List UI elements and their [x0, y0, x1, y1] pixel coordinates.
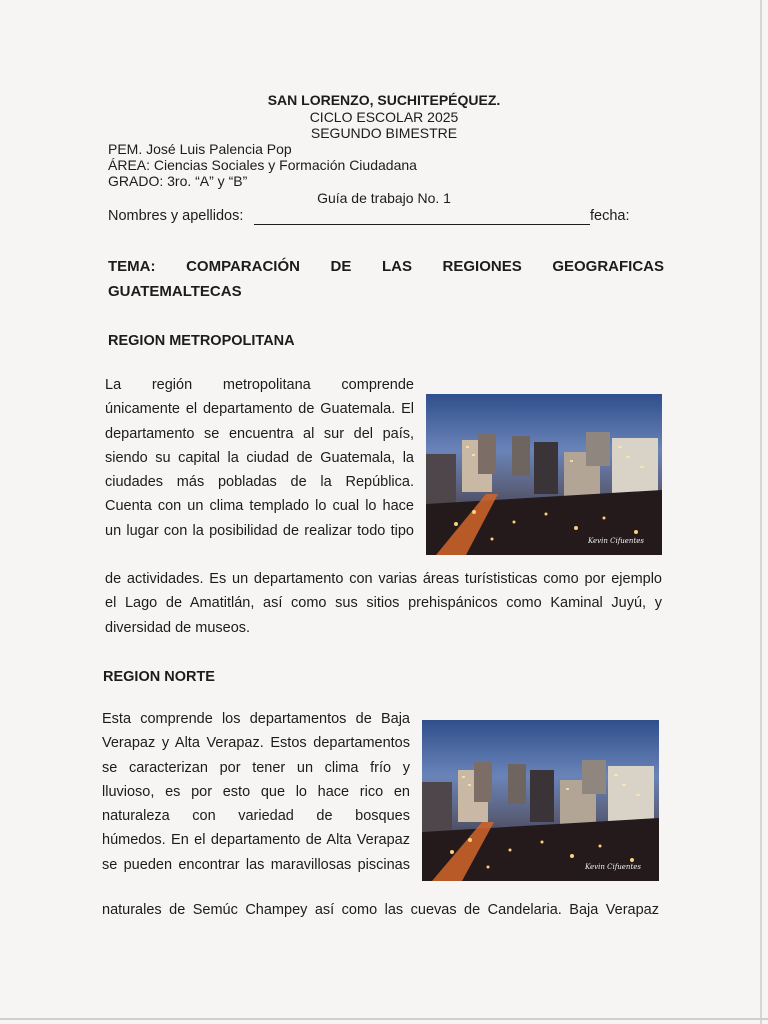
- topic-word: DE: [330, 258, 352, 275]
- header-location: SAN LORENZO, SUCHITEPÉQUEZ.: [267, 92, 501, 108]
- topic-word: LAS: [381, 258, 412, 275]
- norte-line-5: [102, 804, 410, 828]
- norte-word: variedad: [238, 808, 294, 825]
- norte-full-line: naturales de Semúc Champey así como las cuevas de Candelaria. Baja Verapaz: [102, 902, 659, 918]
- names-fill-line: [254, 212, 590, 225]
- metro-line: Cuenta con un clima templado lo cual lo hace: [105, 498, 414, 515]
- header-school-year: CICLO ESCOLAR 2025: [309, 109, 459, 125]
- page-edge-bottom: [0, 1018, 768, 1020]
- norte-line: Verapaz y Alta Verapaz. Estos departamentos: [102, 735, 410, 752]
- metro-city-photo: [426, 394, 662, 555]
- metro-line: un lugar con la posibilidad de realizar todo tipo: [105, 522, 414, 539]
- metro-line: siendo su capital la ciudad de Guatemala, la: [105, 449, 414, 466]
- norte-word: con: [192, 808, 216, 825]
- metro-word: metropolitana: [222, 377, 311, 393]
- norte-line: húmedos. En el departamento de Alta Verapaz: [102, 832, 410, 849]
- metro-line: únicamente el departamento de Guatemala. El: [105, 401, 414, 418]
- norte-word: naturaleza: [102, 808, 170, 825]
- norte-line: se caracterizan por tener un clima frío y: [102, 759, 410, 776]
- metro-full-line: el Lago de Amatitlán, así como sus sitios prehispánicos como Kaminal Juyú, y: [105, 595, 662, 612]
- metro-word: La: [105, 377, 122, 393]
- metro-line: ciudades más pobladas de la República.: [105, 474, 414, 491]
- norte-word: bosques: [355, 808, 410, 825]
- norte-line: se pueden encontrar las maravillosas piscinas: [102, 856, 410, 873]
- section-title-metro: REGION METROPOLITANA: [108, 333, 295, 349]
- topic-word: TEMA:: [108, 258, 156, 275]
- header-guide-number: Guía de trabajo No. 1: [317, 190, 451, 206]
- date-label: fecha:: [590, 208, 630, 224]
- header-grade: GRADO: 3ro. “A” y “B”: [108, 173, 248, 189]
- metro-paragraph-full: [105, 567, 662, 640]
- norte-paragraph-full: [102, 898, 659, 922]
- metro-full-line: diversidad de museos.: [105, 619, 251, 636]
- norte-word: de: [316, 808, 333, 825]
- city-night-illustration: [426, 394, 662, 555]
- photo-signature: Kevin Cifuentes: [584, 863, 641, 871]
- metro-line: departamento se encuentra al sur del país,: [105, 425, 414, 442]
- norte-line: Esta comprende los departamentos de Baja: [102, 711, 410, 727]
- topic-word: GEOGRAFICAS: [552, 258, 664, 275]
- norte-line: lluvioso, es por esto que lo hace rico en: [102, 783, 410, 800]
- photo-signature: Kevin Cifuentes: [587, 537, 644, 545]
- header-area: ÁREA: Ciencias Sociales y Formación Ciudadana: [108, 157, 417, 173]
- topic-line-2: GUATEMALTECAS: [108, 283, 242, 300]
- norte-paragraph-side: [102, 707, 410, 877]
- metro-word: región: [151, 377, 193, 393]
- header-term: SEGUNDO BIMESTRE: [310, 125, 458, 141]
- metro-full-line: de actividades. Es un departamento con varias áreas turístisticas como por ejemplo: [105, 571, 662, 587]
- metro-paragraph-side: [105, 373, 414, 543]
- topic-word: COMPARACIÓN: [186, 258, 300, 275]
- header-teacher: PEM. José Luis Palencia Pop: [108, 141, 292, 157]
- topic-line-1: [108, 258, 664, 275]
- topic-word: REGIONES: [442, 258, 522, 275]
- norte-city-photo: [422, 720, 659, 881]
- city-night-illustration: [422, 720, 659, 881]
- metro-line-1: [105, 373, 414, 397]
- metro-word: comprende: [341, 377, 414, 393]
- names-label: Nombres y apellidos:: [108, 208, 244, 224]
- page-edge-right: [760, 0, 762, 1024]
- section-title-norte: REGION NORTE: [103, 669, 215, 685]
